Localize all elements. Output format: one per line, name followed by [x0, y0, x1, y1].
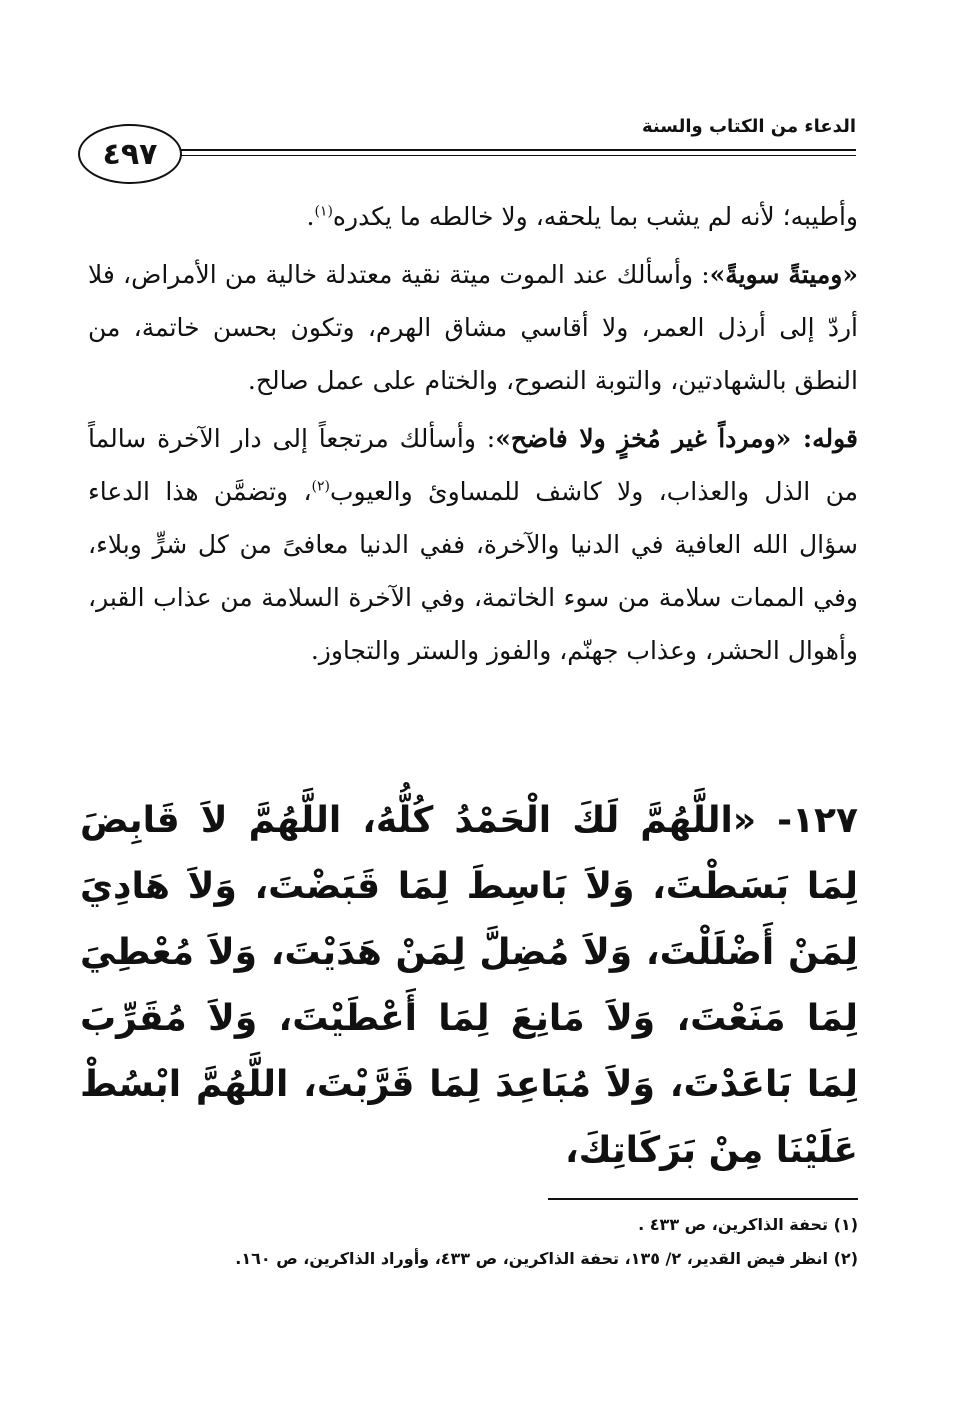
- paragraph-tail: .: [306, 202, 315, 231]
- footnote-marker: (٢): [833, 1249, 858, 1268]
- footnote-text: انظر فيض القدير، ٢/ ١٣٥، تحفة الذاكرين، ص ٤٣٣، وأوراد الذاكرين، ص ١٦٠.: [235, 1249, 829, 1268]
- paragraph-1: [88, 190, 858, 243]
- footnote-2: [120, 1242, 858, 1276]
- footnote-marker: (١): [833, 1215, 858, 1234]
- paragraph-tail: ، وتضمَّن هذا الدعاء سؤال الله العافية في الدنيا والآخرة، ففي الدنيا معافىً من كل شرٍّ وبلاء، وفي الممات سلامة من سوء الخاتمة، وفي الآخرة السلامة من عذاب القبر، وأهوال الحشر، وعذاب جهنّم، والفوز والستر والتجاوز.: [88, 477, 858, 665]
- page-number: ٤٩٧: [78, 124, 182, 184]
- footnote-ref-1: (١): [314, 203, 333, 220]
- footnote-1: [120, 1208, 858, 1242]
- body-text: [88, 190, 858, 682]
- header-rule: [168, 149, 856, 151]
- header-rule-thin: [168, 155, 856, 156]
- paragraph-2: [88, 248, 858, 407]
- quoted-phrase: قوله: «ومرداً غير مُخزٍ ولا فاضح»: [495, 424, 859, 453]
- paragraph-text: : وأسألك عند الموت ميتة نقية معتدلة خالية من الأمراض، فلا أردّ إلى أرذل العمر، ولا أقاسي مشاق الهرم، وتكون بحسن خاتمة، من النطق بالشهادتين، والتوبة النصوح، والختام على عمل صالح.: [88, 260, 858, 395]
- hadith-number: ١٢٧: [792, 800, 858, 841]
- footnotes: [120, 1208, 858, 1276]
- footnote-ref-2: (٢): [311, 478, 330, 495]
- paragraph-3: [88, 412, 858, 677]
- footnote-text: تحفة الذاكرين، ص ٤٣٣ .: [638, 1215, 829, 1234]
- hadith-text: - «اللَّهُمَّ لَكَ الْحَمْدُ كُلُّهُ، اللَّهُمَّ لاَ قَابِضَ لِمَا بَسَطْتَ، وَلاَ بَاسِطَ لِمَا قَبَضْتَ، وَلاَ هَادِيَ لِمَنْ أَضْلَلْتَ، وَلاَ مُضِلَّ لِمَنْ هَدَيْتَ، وَلاَ مُعْطِيَ لِمَا مَنَعْتَ، وَلاَ مَانِعَ لِمَا أَعْطَيْتَ، وَلاَ مُقَرِّبَ لِمَا بَاعَدْتَ، وَلاَ مُبَاعِدَ لِمَا قَرَّبْتَ، اللَّهُمَّ ابْسُطْ عَلَيْنَا مِنْ بَرَكَاتِكَ،: [80, 800, 858, 1171]
- hadith-127: [80, 788, 858, 1184]
- paragraph-text: : وأسألك مرتجعاً إلى دار الآخرة سالماً من الذل والعذاب، ولا كاشف للمساوئ والعيوب: [88, 424, 858, 506]
- running-title: الدعاء من الكتاب والسنة: [634, 116, 856, 137]
- page-header: [78, 112, 856, 194]
- footnote-separator: [548, 1198, 858, 1200]
- paragraph-text: وأطيبه؛ لأنه لم يشب بما يلحقه، ولا خالطه ما يكدره: [332, 202, 858, 231]
- quoted-phrase: «وميتةً سويةً»: [709, 260, 858, 289]
